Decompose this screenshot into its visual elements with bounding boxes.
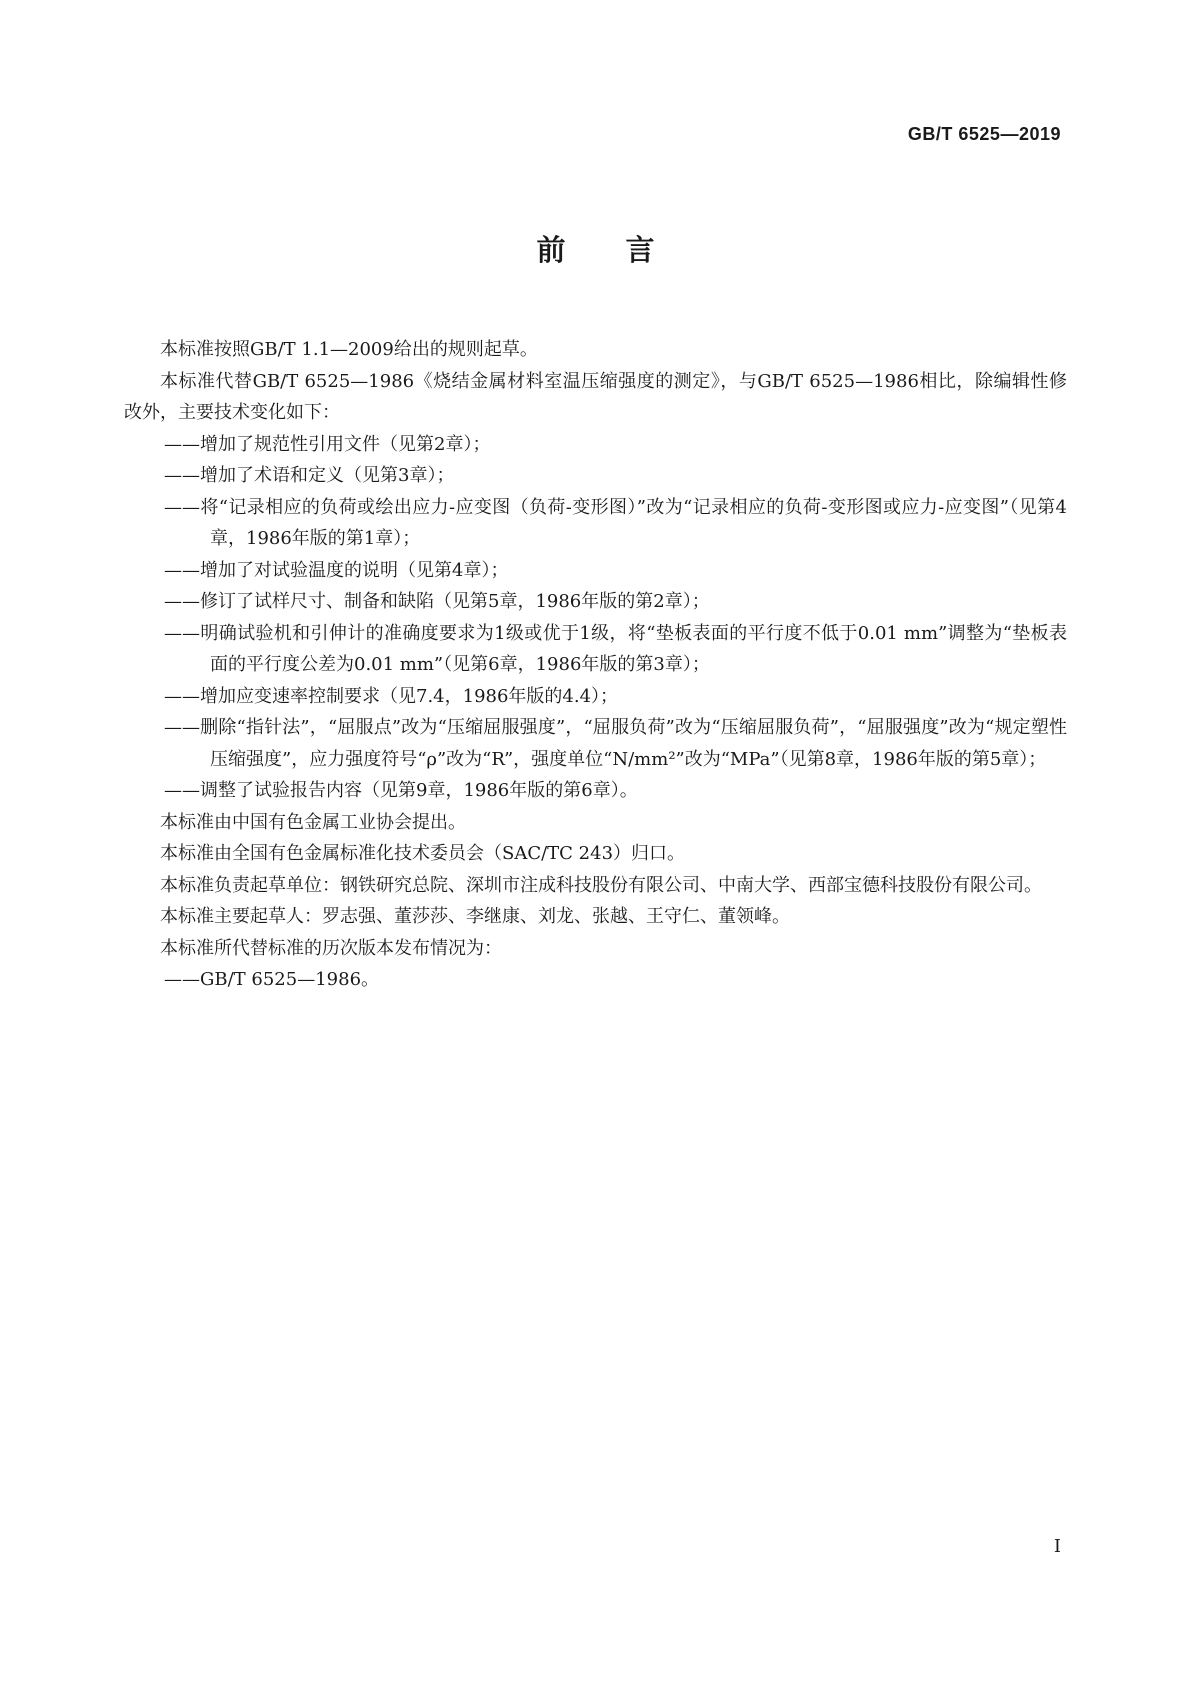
- page-number: I: [1053, 1536, 1061, 1557]
- list-item-previous-version: ——GB/T 6525—1986。: [164, 969, 380, 990]
- paragraph-drafting-rules: 本标准按照GB/T 1.1—2009给出的规则起草。: [160, 339, 538, 360]
- list-item-change: ——增加了对试验温度的说明（见第4章）；: [164, 559, 509, 581]
- list-item-change: ——将“记录相应的负荷或绘出应力-应变图（负荷-变形图）”改为“记录相应的负荷-变形图或应力-应变图”（见第4章，1986年版的第1章）；: [164, 496, 1067, 549]
- standard-number: GB/T 6525—2019: [907, 124, 1061, 144]
- paragraph-history: 本标准所代替标准的历次版本发布情况为：: [160, 937, 502, 959]
- paragraph-committee: 本标准由全国有色金属标准化技术委员会（SAC/TC 243）归口。: [160, 843, 686, 864]
- list-item-change: ——增加了术语和定义（见第3章）；: [164, 465, 455, 486]
- list-item-change: ——增加应变速率控制要求（见7.4，1986年版的4.4）；: [164, 685, 619, 707]
- foreword-body: [124, 334, 1067, 996]
- list-item-change: ——调整了试验报告内容（见第9章，1986年版的第6章）。: [164, 780, 638, 801]
- list-item-change: ——增加了规范性引用文件（见第2章）；: [164, 433, 491, 455]
- list-item-change: ——明确试验机和引伸计的准确度要求为1级或优于1级，将“垫板表面的平行度不低于0.01 mm”调整为“垫板表面的平行度公差为0.01 mm”（见第6章，1986年版的第3章）；: [164, 622, 1067, 675]
- paragraph-drafters: 本标准主要起草人：罗志强、董莎莎、李继康、刘龙、张越、王守仁、董领峰。: [160, 906, 790, 927]
- list-item-change: ——删除“指针法”，“屈服点”改为“压缩屈服强度”，“屈服负荷”改为“压缩屈服负荷”，“屈服强度”改为“规定塑性压缩强度”，应力强度符号“ρ”改为“R”，强度单位“N/mm²”改为“MPa”（见第8章，1986年版的第5章）；: [164, 717, 1067, 770]
- paragraph-drafting-units: 本标准负责起草单位：钢铁研究总院、深圳市注成科技股份有限公司、中南大学、西部宝德科技股份有限公司。: [160, 874, 1042, 896]
- page-title: 前言: [536, 233, 715, 267]
- paragraph-replacement: 本标准代替GB/T 6525—1986《烧结金属材料室温压缩强度的测定》，与GB/T 6525—1986相比，除编辑性修改外，主要技术变化如下：: [124, 370, 1067, 423]
- list-item-change: ——修订了试样尺寸、制备和缺陷（见第5章，1986年版的第2章）；: [164, 591, 710, 612]
- paragraph-proposer: 本标准由中国有色金属工业协会提出。: [160, 811, 466, 833]
